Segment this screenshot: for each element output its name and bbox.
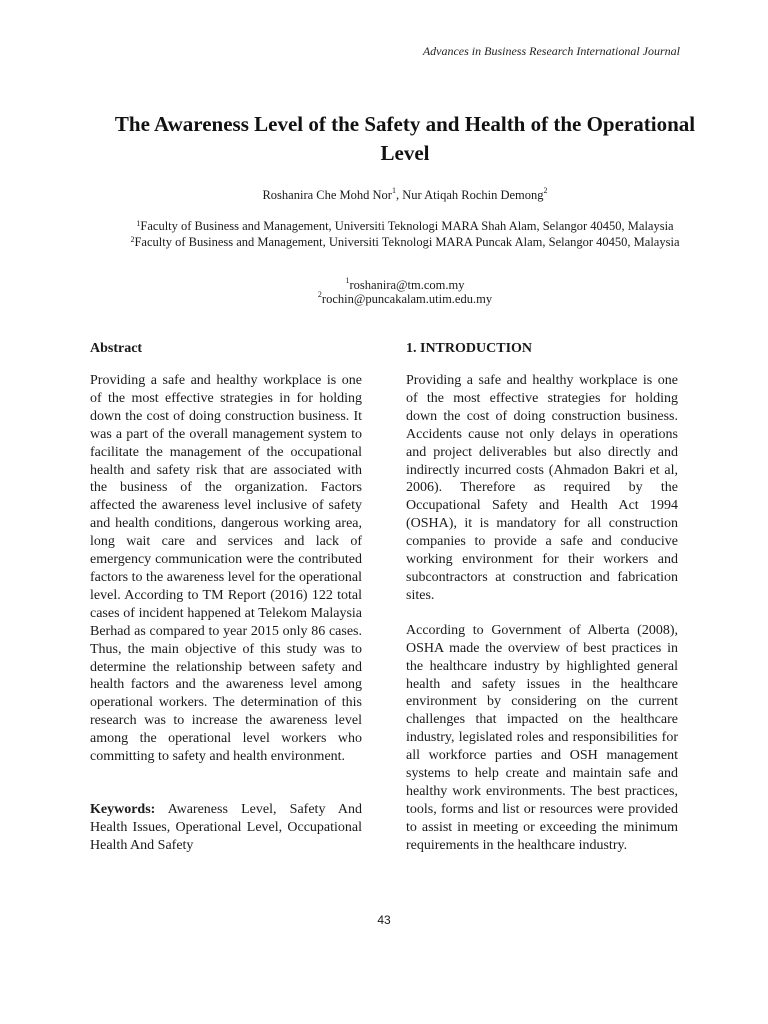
affiliation-2-text: Faculty of Business and Management, Universiti Teknologi MARA Puncak Alam, Selangor 40450, Malaysia xyxy=(134,235,680,249)
abstract-column xyxy=(90,340,362,855)
affiliation-1 xyxy=(90,218,720,234)
affiliation-1-text: Faculty of Business and Management, Universiti Teknologi MARA Shah Alam, Selangor 40450, Malaysia xyxy=(140,219,674,233)
author-1: Roshanira Che Mohd Nor xyxy=(262,188,392,202)
affiliation-2 xyxy=(90,234,720,250)
introduction-paragraph-2: According to Government of Alberta (2008), OSHA made the overview of best practices in the healthcare industry by highlighted general health and safety issues in the healthcare environment by considering on the current challenges that impacted on the healthcare industry, legislated roles and responsibilities for all workforce parties and OSH management systems to help create and maintain safe and healthy work environments. The best practices, tools, forms and list or resources were provided to assist in meeting or exceeding the minimum requirements in the healthcare industry. xyxy=(406,622,678,853)
author-2-sup: 2 xyxy=(543,186,548,195)
keywords-text: Awareness Level, Safety And Health Issues, Operational Level, Occupational Health And Safety xyxy=(90,801,362,853)
page-number: 43 xyxy=(377,913,391,927)
authors-line xyxy=(90,188,720,203)
author-2: Nur Atiqah Rochin Demong xyxy=(402,188,544,202)
keywords-label: Keywords: xyxy=(90,801,156,817)
affiliation-2-sup: 2 xyxy=(130,235,135,244)
paper-title: The Awareness Level of the Safety and Health of the Operational Level xyxy=(114,112,696,165)
introduction-heading: 1. INTRODUCTION xyxy=(406,341,533,356)
abstract-heading: Abstract xyxy=(90,341,143,356)
abstract-body: Providing a safe and healthy workplace is one of the most effective strategies in for holding down the cost of doing construction business. It was a part of the overall management system to facilitate the management of the occupational health and safety risk that are associated with the business of the organization. Factors affected the awareness level inclusive of safety and health conditions, dangerous working area, long wait care and services and lack of emergency communication were the contributed factors to the awareness level for the operational level. According to TM Report (2016) 122 total cases of incident happened at Telekom Malaysia Berhad as compared to year 2015 only 86 cases. Thus, the main objective of this study was to determine the relationship between safety and health factors and the awareness level among operational workers. The determination of this research was to increase the awareness level among the operational level workers who committing to safety and health environment. xyxy=(90,373,362,765)
email-1 xyxy=(90,278,720,293)
email-2 xyxy=(90,292,720,307)
affiliation-1-sup: 1 xyxy=(136,219,141,228)
author-1-sup: 1 xyxy=(391,186,396,195)
journal-header: Advances in Business Research International Journal xyxy=(422,44,680,58)
introduction-column xyxy=(406,340,678,855)
keywords-line xyxy=(90,801,362,855)
email-2-text[interactable]: rochin@puncakalam.utim.edu.my xyxy=(321,292,493,306)
email-2-sup: 2 xyxy=(317,290,322,299)
email-1-text[interactable]: roshanira@tm.com.my xyxy=(349,278,465,292)
author-separator: , xyxy=(395,188,403,202)
email-1-sup: 1 xyxy=(345,276,350,285)
introduction-paragraph-1: Providing a safe and healthy workplace is one of the most effective strategies for holding down the cost of doing construction business. Accidents cause not only delays in operations and project deliverables but also directly and indirectly incurred costs (Ahmadon Bakri et al, 2006). Therefore as required by the Occupational Safety and Health Act 1994 (OSHA), it is mandatory for all construction companies to provide a safe and conducive working environment for their workers and subcontractors at construction and fabrication sites. xyxy=(406,373,678,603)
